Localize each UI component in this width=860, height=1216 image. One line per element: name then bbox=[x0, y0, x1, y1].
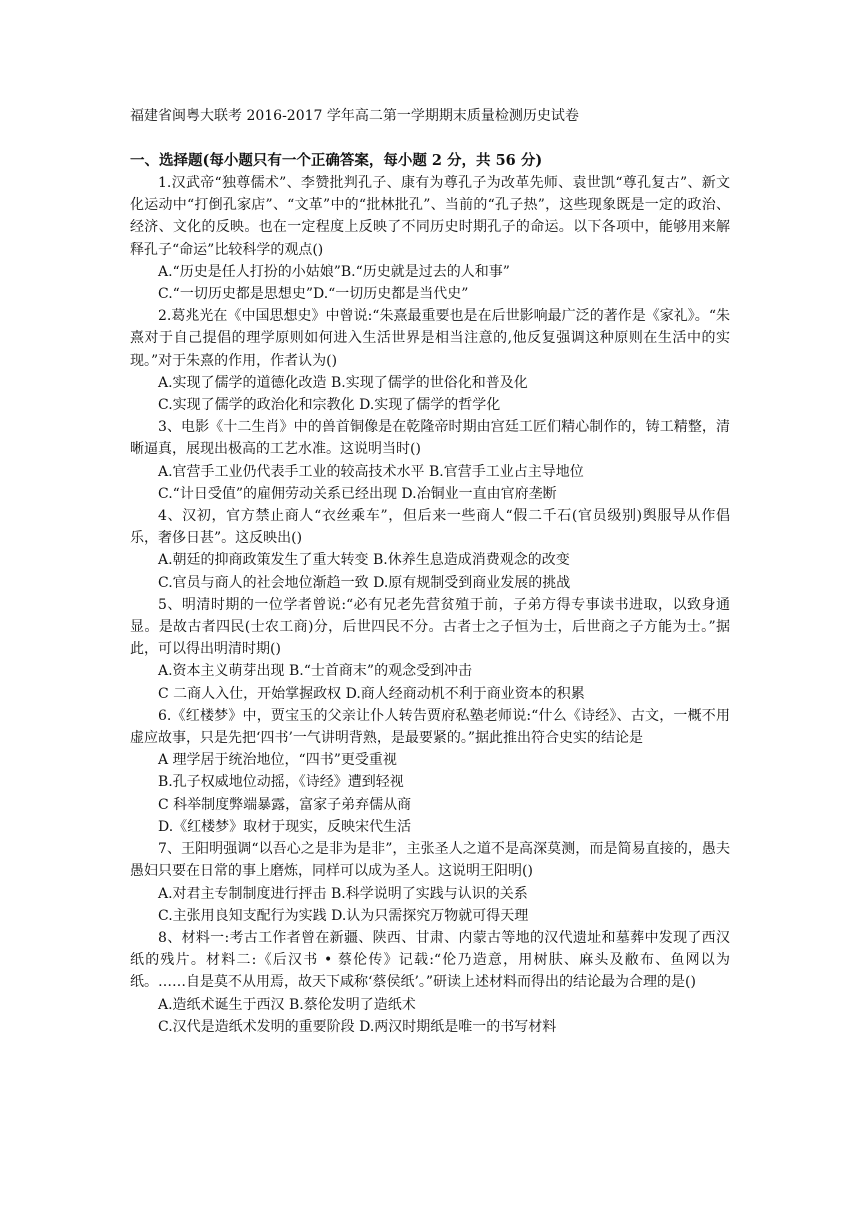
question-option: A.官营手工业仍代表手工业的较高技术水平 B.官营手工业占主导地位 bbox=[158, 463, 584, 480]
question-option: A.造纸术诞生于西汉 B.蔡伦发明了造纸术 bbox=[158, 996, 416, 1013]
question-option: A.实现了儒学的道德化改造 B.实现了儒学的世俗化和普及化 bbox=[158, 374, 528, 391]
question-option: C.“一切历史都是思想史”D.“一切历史都是当代史” bbox=[158, 286, 469, 303]
question-option: A 理学居于统治地位，“四书”更受重视 bbox=[158, 752, 397, 769]
question-stem: 2.葛兆光在《中国思想史》中曾说:“朱熹最重要也是在后世影响最广泛的著作是《家礼》。“朱熹对于自己提倡的理学原则如何进入生活世界是相当注意的,他反复强调这种原则在生活中的实现。”对于朱熹的作用，作者认为() bbox=[130, 308, 730, 369]
question-option: D.《红楼梦》取材于现实，反映宋代生活 bbox=[158, 818, 412, 835]
question-option: A.资本主义萌芽出现 B.“士首商末”的观念受到冲击 bbox=[158, 663, 473, 680]
question-stem: 1.汉武帝“独尊儒术”、李赞批判孔子、康有为尊孔子为改革先师、袁世凯“尊孔复古”、新文化运动中“打倒孔家店”、“文革”中的“批林批孔”、当前的“孔子热”，这些现象既是一定的政治、经济、文化的反映。也在一定程度上反映了不同历史时期孔子的命运。以下各项中，能够用来解释孔子“命运”比较科学的观点() bbox=[130, 175, 730, 258]
question-option: C.官员与商人的社会地位渐趋一致 D.原有规制受到商业发展的挑战 bbox=[158, 574, 571, 591]
question-2 bbox=[130, 305, 730, 416]
question-stem: 4、汉初，官方禁止商人“衣丝乘车”，但后来一些商人“假二千石(官员级别)舆服导从作倡乐，奢侈日甚”。这反映出() bbox=[130, 508, 730, 547]
question-option: C.“计日受值”的雇佣劳动关系已经出现 D.冶铜业一直由官府垄断 bbox=[158, 485, 557, 502]
question-stem: 7、王阳明强调“以吾心之是非为是非”，主张圣人之道不是高深莫测，而是简易直接的，愚夫愚妇只要在日常的事上磨炼，同样可以成为圣人。这说明王阳明() bbox=[130, 841, 730, 880]
section-title: 一、选择题(每小题只有一个正确答案，每小题 2 分，共 56 分) bbox=[130, 152, 543, 169]
question-4 bbox=[130, 505, 730, 594]
question-1 bbox=[130, 172, 730, 305]
question-option: C.实现了儒学的政治化和宗教化 D.实现了儒学的哲学化 bbox=[158, 397, 501, 414]
question-stem: 3、电影《十二生肖》中的兽首铜像是在乾隆帝时期由宫廷工匠们精心制作的，铸工精整，清晰逼真，展现出极高的工艺水准。这说明当时() bbox=[130, 419, 730, 458]
question-option: C 二商人入仕，开始掌握政权 D.商人经商动机不利于商业资本的积累 bbox=[158, 685, 585, 702]
exam-content bbox=[130, 150, 730, 1038]
question-stem: 6.《红楼梦》中，贾宝玉的父亲让仆人转告贾府私塾老师说:“什么《诗经》、古文，一概不用虚应故事，只是先把‘四书’一气讲明背熟，是最要紧的。”据此推出符合史实的结论是 bbox=[130, 707, 730, 747]
question-option: A.“历史是任人打扮的小姑娘”B.“历史就是过去的人和事” bbox=[158, 263, 510, 280]
question-option: A.对君主专制制度进行抨击 B.科学说明了实践与认识的关系 bbox=[158, 885, 528, 902]
question-3 bbox=[130, 416, 730, 505]
question-option: C.主张用良知支配行为实践 D.认为只需探究万物就可得天理 bbox=[158, 907, 529, 924]
question-option: C.汉代是造纸术发明的重要阶段 D.两汉时期纸是唯一的书写材料 bbox=[158, 1018, 557, 1035]
question-8 bbox=[130, 927, 730, 1038]
question-option: C 科举制度弊端暴露，富家子弟弃儒从商 bbox=[158, 796, 412, 813]
question-stem: 8、材料一:考古工作者曾在新疆、陕西、甘肃、内蒙古等地的汉代遗址和墓葬中发现了西汉纸的残片。材料二:《后汉书 • 蔡伦传》记载:“伦乃造意，用树肤、麻头及敝布、鱼网以为纸。……自是莫不从用焉，故天下咸称‘蔡侯纸’。”研读上述材料而得出的结论最为合理的是() bbox=[130, 929, 730, 991]
document-title: 福建省闽粤大联考 2016-2017 学年高二第一学期期末质量检测历史试卷 bbox=[130, 108, 579, 124]
question-option: B.孔子权威地位动摇，《诗经》遭到轻视 bbox=[158, 774, 404, 791]
question-7 bbox=[130, 838, 730, 927]
question-option: A.朝廷的抑商政策发生了重大转变 B.休养生息造成消费观念的改变 bbox=[158, 552, 570, 569]
question-5 bbox=[130, 594, 730, 705]
question-stem: 5、明清时期的一位学者曾说:“必有兄老先营贫殖于前，子弟方得专事读书进取，以致身通显。是故古者四民(士农工商)分，后世四民不分。古者士之子恒为士，后世商之子方能为士。”据此，可以得出明清时期() bbox=[130, 596, 730, 658]
question-6 bbox=[130, 705, 730, 838]
